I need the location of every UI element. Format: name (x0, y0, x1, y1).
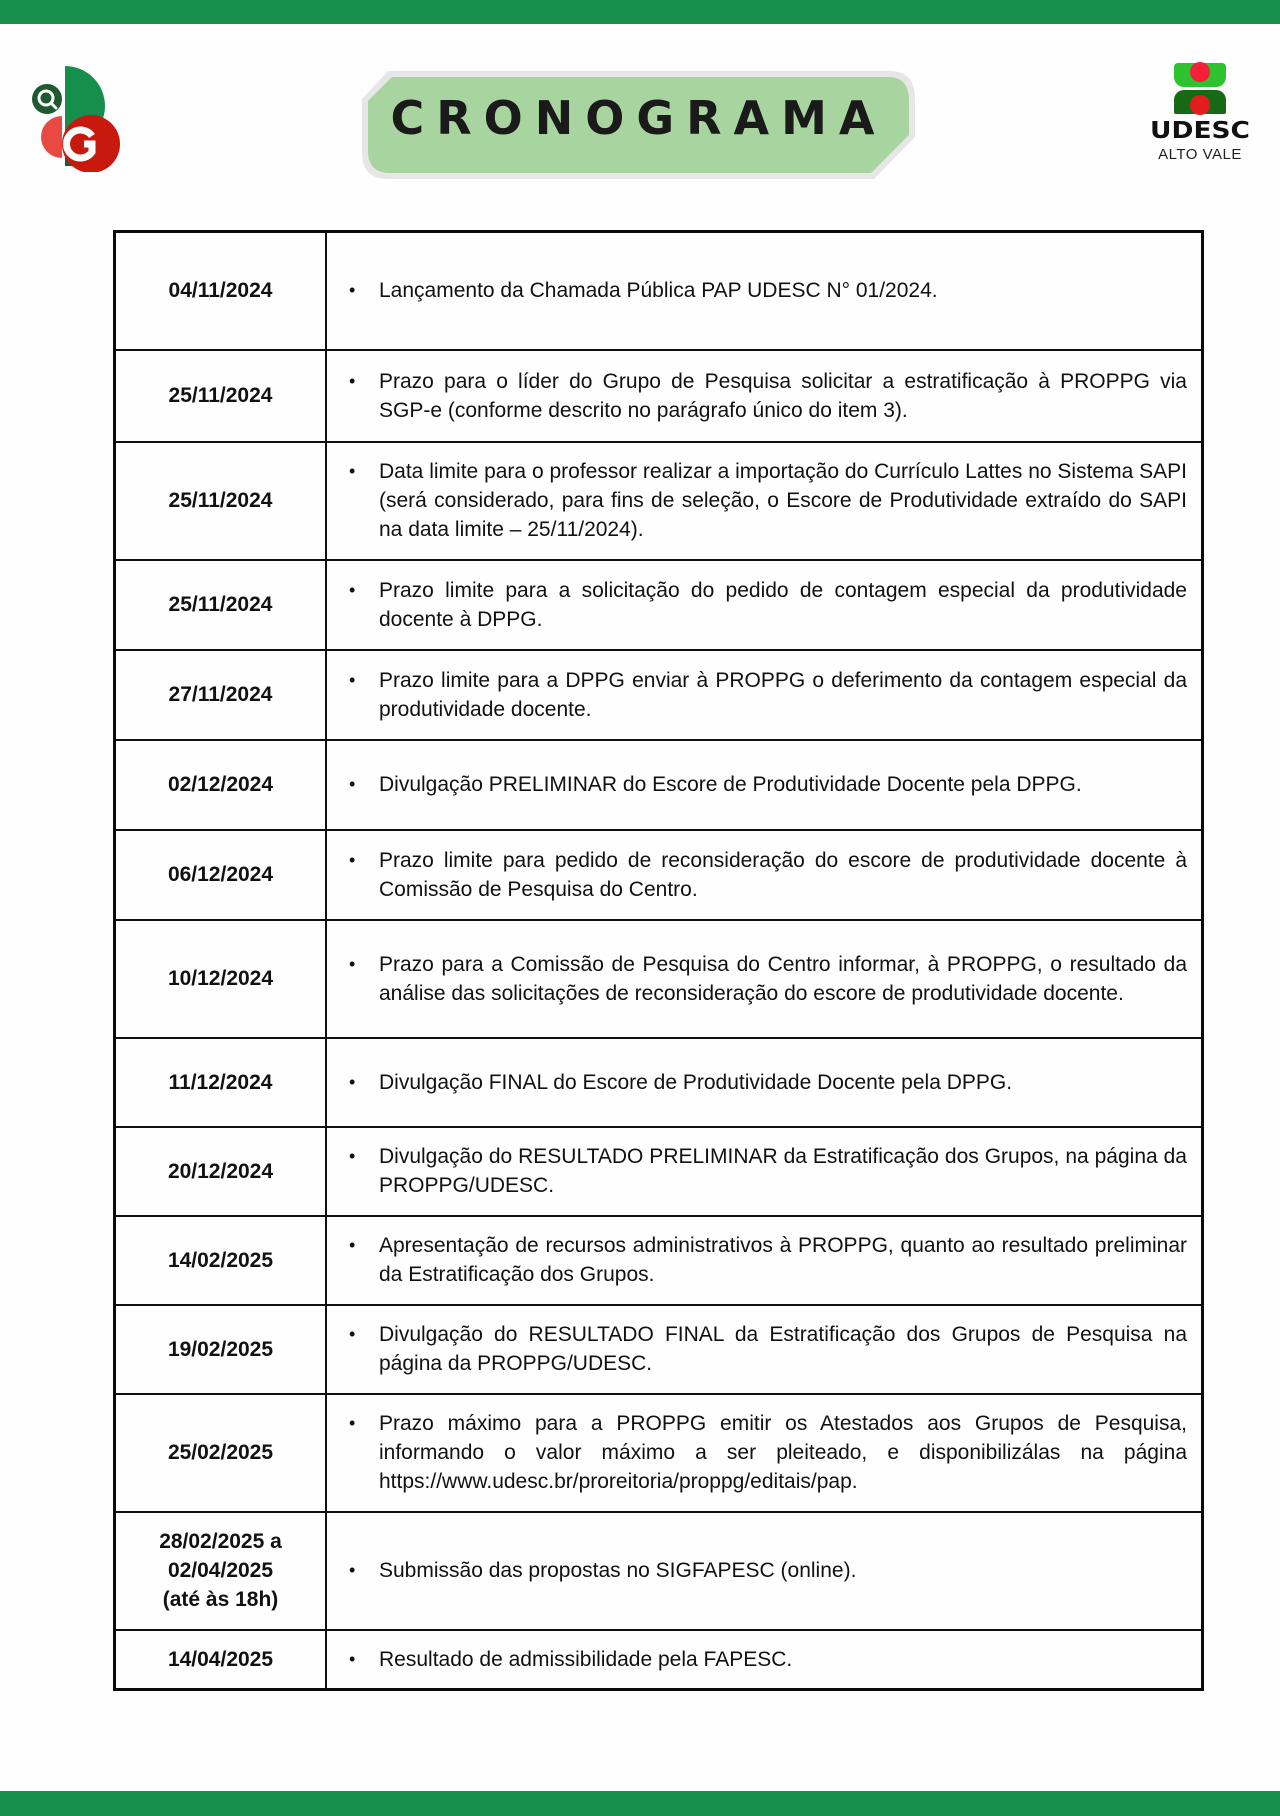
udesc-logo-subtitle: ALTO VALE (1158, 146, 1242, 163)
schedule-item (347, 1645, 1187, 1674)
schedule-date: 06/12/2024 (115, 830, 327, 920)
schedule-row (115, 1127, 1203, 1216)
schedule-row (115, 740, 1203, 830)
schedule-date: 10/12/2024 (115, 920, 327, 1038)
bullet-icon: • (349, 953, 356, 974)
schedule-description: Prazo para o líder do Grupo de Pesquisa solicitar a estratificação à PROPPG via SGP-e (conforme descrito no parágrafo único do item 3). (379, 369, 1187, 422)
schedule-description-cell (326, 1630, 1203, 1690)
schedule-description: Lançamento da Chamada Pública PAP UDESC N° 01/2024. (379, 279, 938, 303)
schedule-description-cell (326, 1305, 1203, 1394)
schedule-description-cell (326, 1127, 1203, 1216)
schedule-date: 25/11/2024 (115, 560, 327, 650)
schedule-date: 20/12/2024 (115, 1127, 327, 1216)
bullet-icon: • (349, 669, 356, 690)
schedule-description-cell (326, 650, 1203, 740)
schedule-date (115, 1512, 327, 1630)
schedule-date-line: (até às 18h) (162, 1588, 279, 1611)
schedule-description-cell (326, 1038, 1203, 1127)
schedule-row (115, 232, 1203, 350)
schedule-row (115, 1038, 1203, 1127)
schedule-row (115, 920, 1203, 1038)
schedule-item (347, 1320, 1187, 1378)
bottom-accent-bar (0, 1791, 1280, 1816)
schedule-row (115, 1305, 1203, 1394)
schedule-item (347, 1556, 1187, 1585)
schedule-row (115, 1216, 1203, 1305)
bullet-icon: • (349, 1324, 356, 1344)
schedule-description-cell (326, 1512, 1203, 1630)
bullet-icon: • (349, 1648, 356, 1669)
bullet-icon: • (349, 1071, 356, 1092)
schedule-description-cell (326, 350, 1203, 442)
schedule-item (347, 1142, 1187, 1200)
schedule-item (347, 457, 1187, 544)
udesc-logo-name: UDESC (1150, 118, 1250, 144)
schedule-description: Prazo limite para a DPPG enviar à PROPPG o deferimento da contagem especial da produtividade docente. (379, 668, 1187, 721)
pig-research-logo-icon (16, 64, 124, 172)
schedule-date: 11/12/2024 (115, 1038, 327, 1127)
schedule-item (347, 1409, 1187, 1496)
schedule-description: Divulgação FINAL do Escore de Produtividade Docente pela DPPG. (379, 1070, 1013, 1094)
top-accent-bar (0, 0, 1280, 24)
schedule-item (347, 666, 1187, 724)
title-banner (360, 69, 917, 181)
schedule-date: 02/12/2024 (115, 740, 327, 830)
schedule-row (115, 560, 1203, 650)
schedule-date: 25/11/2024 (115, 442, 327, 560)
bullet-icon: • (349, 579, 356, 600)
schedule-date-line: 02/04/2025 (167, 1559, 274, 1582)
schedule-item (347, 1068, 1187, 1097)
schedule-description: Prazo para a Comissão de Pesquisa do Centro informar, à PROPPG, o resultado da análise das solicitações de reconsideração do escore de produtividade docente. (379, 952, 1187, 1005)
schedule-row (115, 350, 1203, 442)
schedule-description: Prazo limite para pedido de reconsideração do escore de produtividade docente à Comissão de Pesquisa do Centro. (379, 848, 1187, 901)
bullet-icon: • (349, 774, 356, 794)
bullet-icon: • (349, 461, 356, 481)
schedule-description: Prazo limite para a solicitação do pedido de contagem especial da produtividade docente à DPPG. (379, 578, 1187, 631)
schedule-description-cell (326, 232, 1203, 350)
schedule-description-cell (326, 740, 1203, 830)
bullet-icon: • (349, 1146, 356, 1166)
bullet-icon: • (349, 1560, 356, 1580)
schedule-description: Divulgação do RESULTADO PRELIMINAR da Estratificação dos Grupos, na página da PROPPG/UDESC. (379, 1145, 1187, 1197)
schedule-description-cell (326, 560, 1203, 650)
schedule-description: Divulgação PRELIMINAR do Escore de Produtividade Docente pela DPPG. (379, 773, 1082, 796)
schedule-description: Resultado de admissibilidade pela FAPESC. (379, 1647, 793, 1671)
schedule-description: Divulgação do RESULTADO FINAL da Estratificação dos Grupos de Pesquisa na página da PROPPG/UDESC. (379, 1323, 1187, 1375)
schedule-table (113, 230, 1204, 1691)
schedule-row (115, 830, 1203, 920)
schedule-row (115, 1630, 1203, 1690)
schedule-date: 27/11/2024 (115, 650, 327, 740)
schedule-date: 14/04/2025 (115, 1630, 327, 1690)
bullet-icon: • (349, 280, 356, 301)
page-title: CRONOGRAMA (390, 91, 887, 145)
schedule-row (115, 650, 1203, 740)
schedule-description-cell (326, 1216, 1203, 1305)
schedule-item (347, 1231, 1187, 1289)
schedule-item (347, 367, 1187, 425)
schedule-description-cell (326, 830, 1203, 920)
bullet-icon: • (349, 849, 356, 870)
bullet-icon: • (349, 1235, 356, 1255)
schedule-date: 25/02/2025 (115, 1394, 327, 1512)
schedule-description: Prazo máximo para a PROPPG emitir os Atestados aos Grupos de Pesquisa, informando o valor máximo a ser pleiteado, e disponibilizálas na página https://www.udesc.br/proreitoria/proppg/editais/pap. (379, 1412, 1187, 1493)
schedule-date-line: 28/02/2025 a (159, 1530, 282, 1553)
bullet-icon: • (349, 370, 356, 391)
schedule-item (347, 846, 1187, 904)
udesc-logo (1140, 60, 1260, 180)
schedule-description: Apresentação de recursos administrativos à PROPPG, quanto ao resultado preliminar da Estratificação dos Grupos. (379, 1234, 1187, 1286)
schedule-row (115, 1394, 1203, 1512)
schedule-row (115, 1512, 1203, 1630)
schedule-item (347, 770, 1187, 799)
schedule-description-cell (326, 442, 1203, 560)
schedule-date: 14/02/2025 (115, 1216, 327, 1305)
udesc-emblem-icon (1172, 60, 1228, 114)
schedule-date: 19/02/2025 (115, 1305, 327, 1394)
schedule-description: Data limite para o professor realizar a importação do Currículo Lattes no Sistema SAPI (será considerado, para fins de seleção, o Escore de Produtividade extraído do SAPI na data limite – 25/11/2024). (379, 460, 1187, 541)
schedule-date: 25/11/2024 (115, 350, 327, 442)
schedule-row (115, 442, 1203, 560)
schedule-description: Submissão das propostas no SIGFAPESC (online). (379, 1559, 857, 1582)
schedule-description-cell (326, 1394, 1203, 1512)
schedule-item (347, 576, 1187, 634)
bullet-icon: • (349, 1413, 356, 1433)
schedule-item (347, 950, 1187, 1008)
schedule-item (347, 276, 1187, 305)
schedule-description-cell (326, 920, 1203, 1038)
schedule-date: 04/11/2024 (115, 232, 327, 350)
